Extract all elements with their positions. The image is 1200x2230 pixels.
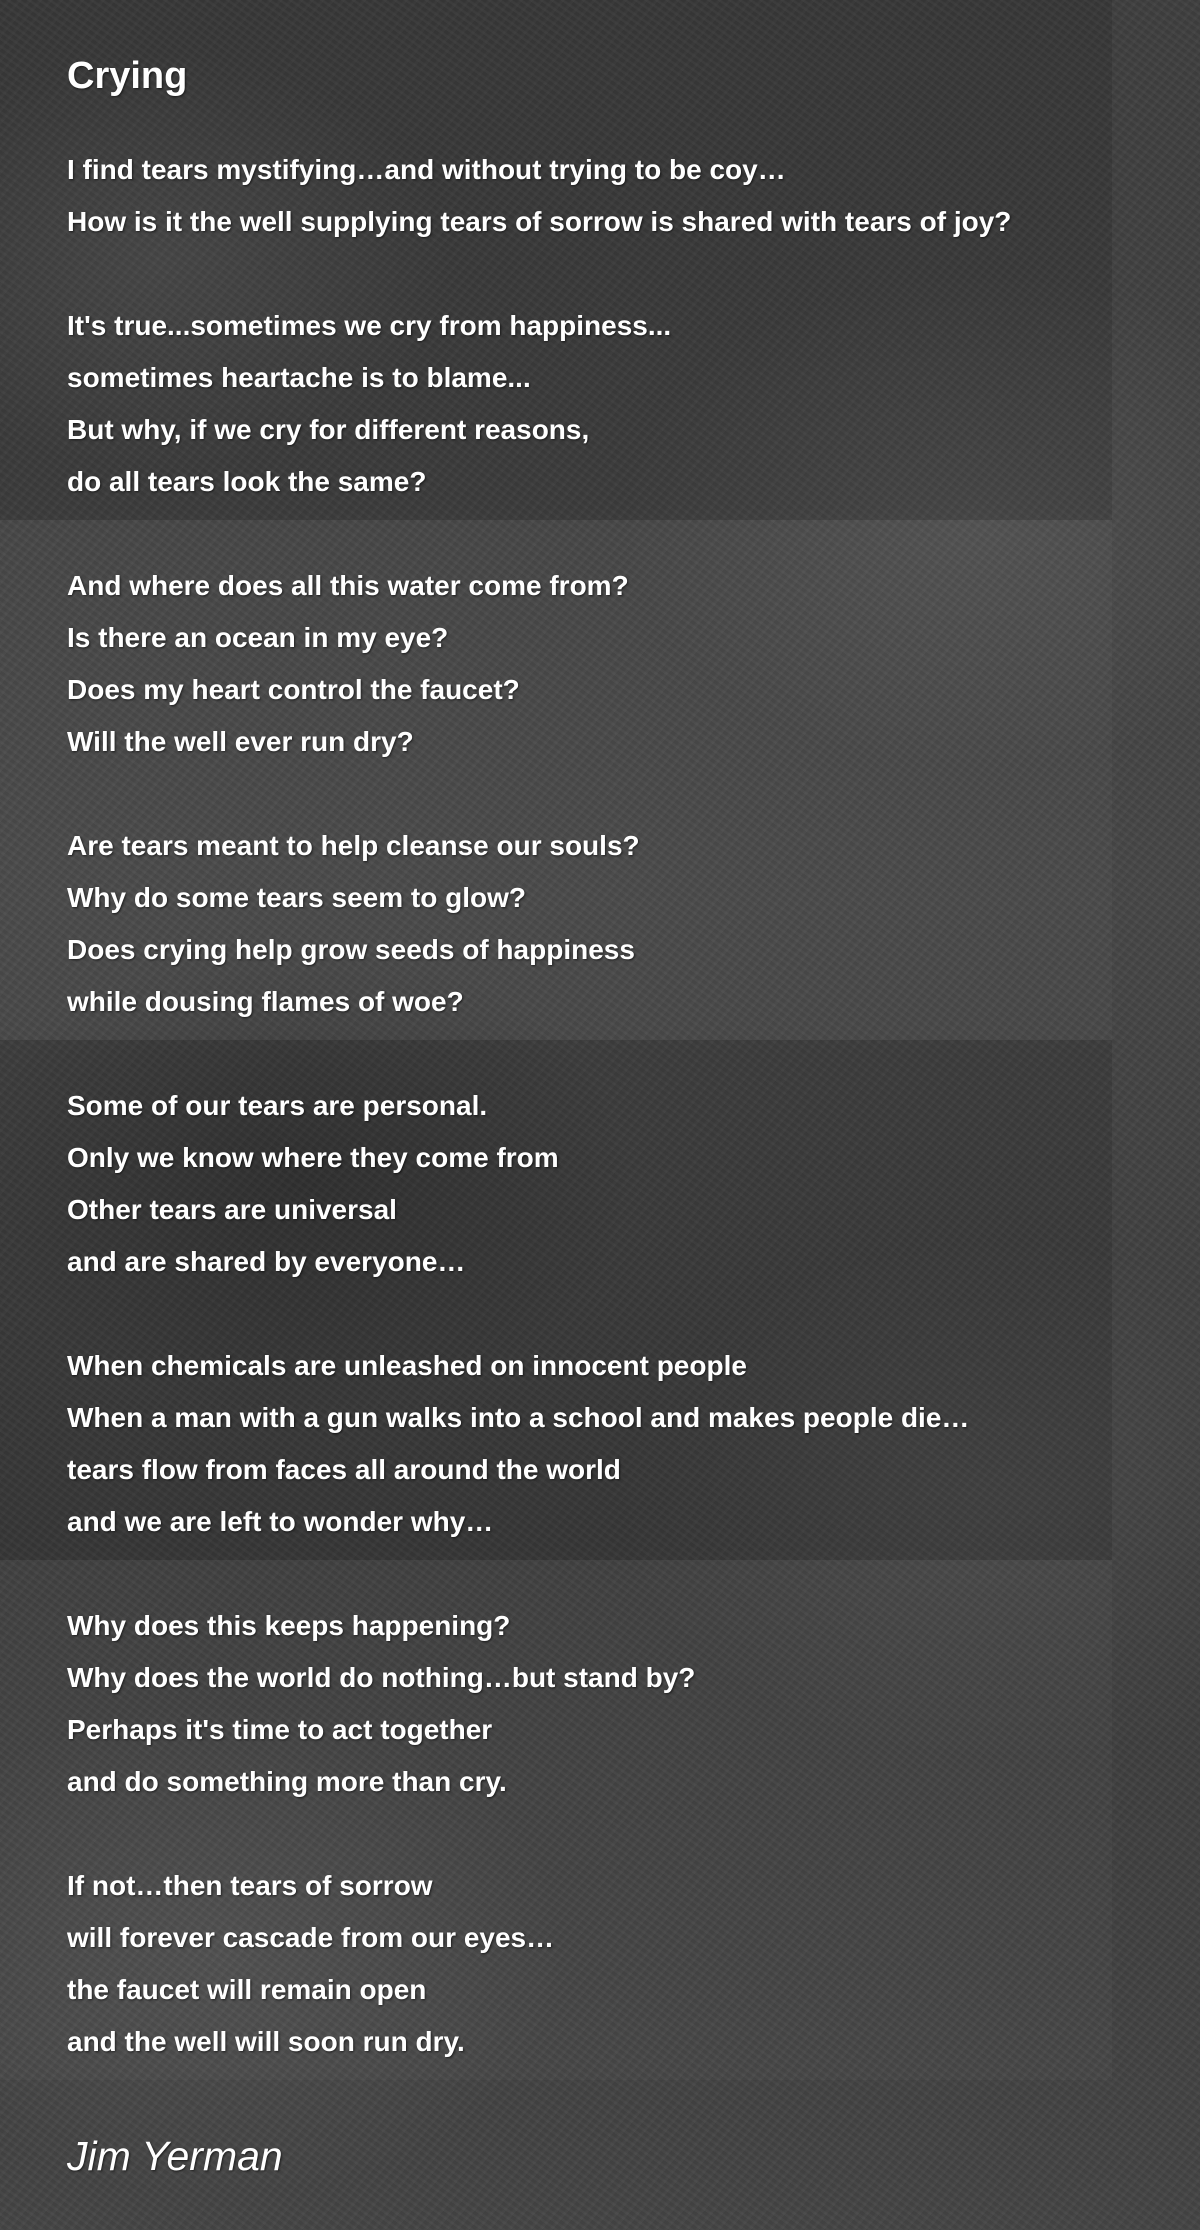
poem-line: Why does the world do nothing…but stand by?: [67, 1662, 696, 1693]
poem-line: and do something more than cry.: [67, 1766, 507, 1797]
poem-card: [67, 40, 1177, 2182]
stanza-3: [67, 560, 1177, 768]
stanza-1: [67, 144, 1177, 248]
stanza-6: [67, 1340, 1177, 1548]
poem-line: Is there an ocean in my eye?: [67, 622, 449, 653]
poem-line: will forever cascade from our eyes…: [67, 1922, 555, 1953]
poem-line: If not…then tears of sorrow: [67, 1870, 433, 1901]
poem-line: Does my heart control the faucet?: [67, 674, 520, 705]
stanza-5: [67, 1080, 1177, 1288]
poem-line: And where does all this water come from?: [67, 570, 629, 601]
poem-line: Why does this keeps happening?: [67, 1610, 511, 1641]
poem-line: But why, if we cry for different reasons,: [67, 414, 590, 445]
poem-line: Only we know where they come from: [67, 1142, 559, 1173]
poem-line: Some of our tears are personal.: [67, 1090, 488, 1121]
poem-line: and are shared by everyone…: [67, 1246, 466, 1277]
poem-line: while dousing flames of woe?: [67, 986, 464, 1017]
poem-line: When a man with a gun walks into a school and makes people die…: [67, 1402, 970, 1433]
poem-author: Jim Yerman: [67, 2133, 283, 2179]
poem-line: tears flow from faces all around the world: [67, 1454, 621, 1485]
poem-line: It's true...sometimes we cry from happiness...: [67, 310, 672, 341]
poem-line: Will the well ever run dry?: [67, 726, 414, 757]
poem-line: the faucet will remain open: [67, 1974, 427, 2005]
stanza-7: [67, 1600, 1177, 1808]
poem-line: Perhaps it's time to act together: [67, 1714, 493, 1745]
stanza-8: [67, 1860, 1177, 2068]
stanza-2: [67, 300, 1177, 508]
poem-line: How is it the well supplying tears of sorrow is shared with tears of joy?: [67, 206, 1012, 237]
stanza-4: [67, 820, 1177, 1028]
poem-line: Are tears meant to help cleanse our souls?: [67, 830, 640, 861]
poem-line: and the well will soon run dry.: [67, 2026, 465, 2057]
poem-line: Other tears are universal: [67, 1194, 397, 1225]
poem-line: Does crying help grow seeds of happiness: [67, 934, 635, 965]
poem-title: Crying: [67, 55, 188, 97]
poem-line: Why do some tears seem to glow?: [67, 882, 526, 913]
poem-line: sometimes heartache is to blame...: [67, 362, 531, 393]
poem-line: do all tears look the same?: [67, 466, 427, 497]
poem-line: I find tears mystifying…and without trying to be coy…: [67, 154, 786, 185]
poem-line: and we are left to wonder why…: [67, 1506, 494, 1537]
poem-line: When chemicals are unleashed on innocent people: [67, 1350, 747, 1381]
